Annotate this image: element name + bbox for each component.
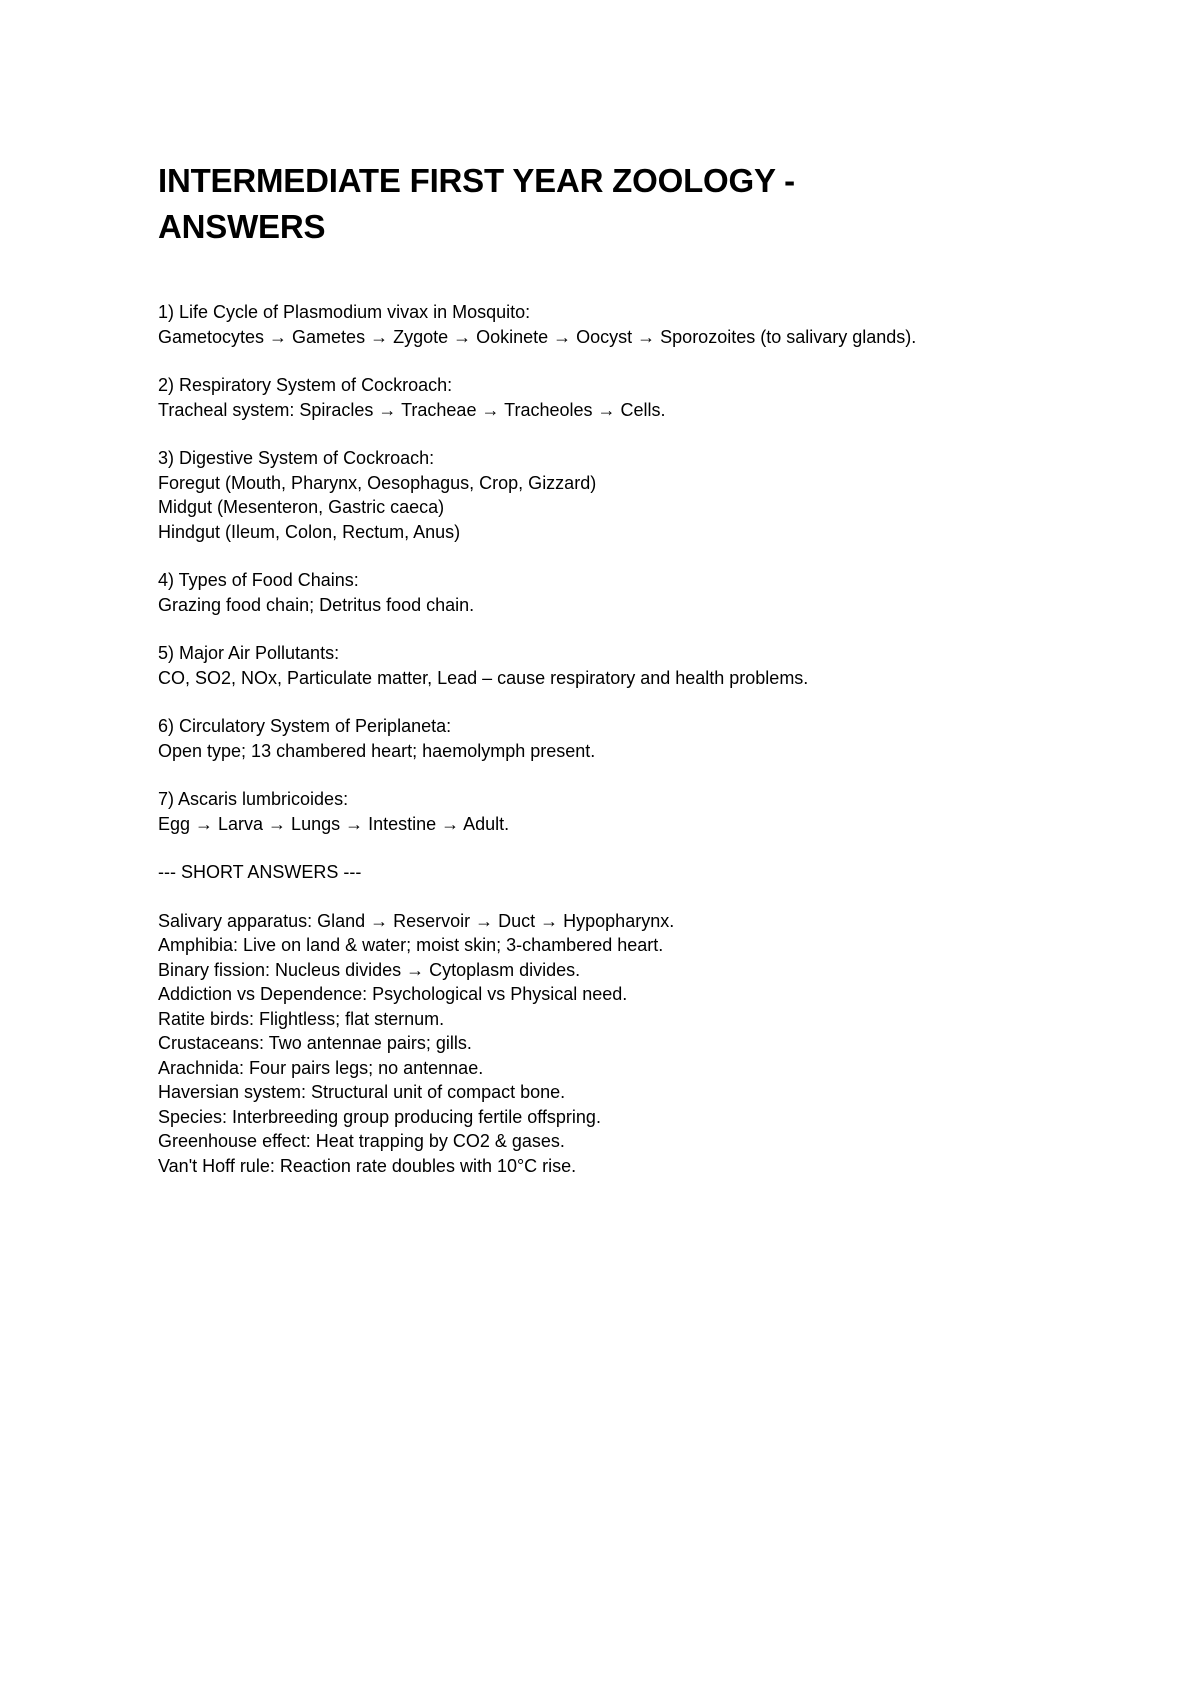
section-heading: 2) Respiratory System of Cockroach: xyxy=(158,375,453,395)
short-answer-item: Salivary apparatus: Gland → Reservoir → Duct → Hypopharynx. xyxy=(158,910,675,931)
section-line: Egg → Larva → Lungs → Intestine → Adult. xyxy=(158,813,510,834)
answer-section-3 xyxy=(158,446,1058,544)
section-line: Hindgut (Ileum, Colon, Rectum, Anus) xyxy=(158,521,461,542)
short-answers-list xyxy=(158,909,1058,1179)
section-line: Tracheal system: Spiracles → Tracheae → Tracheoles → Cells. xyxy=(158,399,666,420)
answer-section-7 xyxy=(158,787,1058,836)
section-heading: 7) Ascaris lumbricoides: xyxy=(158,789,349,809)
section-heading: 1) Life Cycle of Plasmodium vivax in Mosquito: xyxy=(158,302,531,322)
short-answer-item: Addiction vs Dependence: Psychological vs Physical need. xyxy=(158,984,628,1004)
title-line-1: INTERMEDIATE FIRST YEAR ZOOLOGY - xyxy=(158,162,795,199)
section-line: Midgut (Mesenteron, Gastric caeca) xyxy=(158,497,445,517)
section-line: Open type; 13 chambered heart; haemolymph present. xyxy=(158,740,596,761)
section-heading: 6) Circulatory System of Periplaneta: xyxy=(158,716,452,736)
answers-content xyxy=(158,300,1058,1178)
section-heading: 3) Digestive System of Cockroach: xyxy=(158,448,435,468)
answer-section-1 xyxy=(158,300,1058,349)
short-answer-item: Arachnida: Four pairs legs; no antennae. xyxy=(158,1057,484,1078)
short-answer-item: Van't Hoff rule: Reaction rate doubles with 10°C rise. xyxy=(158,1155,577,1176)
divider-text: --- SHORT ANSWERS --- xyxy=(158,862,362,882)
section-line: Foregut (Mouth, Pharynx, Oesophagus, Crop, Gizzard) xyxy=(158,472,597,493)
section-line: Grazing food chain; Detritus food chain. xyxy=(158,594,475,615)
short-answer-item: Species: Interbreeding group producing fertile offspring. xyxy=(158,1106,601,1127)
document-page xyxy=(158,158,1058,1178)
section-heading: 4) Types of Food Chains: xyxy=(158,570,359,590)
section-line: Gametocytes → Gametes → Zygote → Ookinete → Oocyst → Sporozoites (to salivary glands). xyxy=(158,326,917,347)
section-heading: 5) Major Air Pollutants: xyxy=(158,643,340,663)
title-line-2: ANSWERS xyxy=(158,208,326,245)
short-answer-item: Amphibia: Live on land & water; moist skin; 3-chambered heart. xyxy=(158,935,664,955)
section-line: CO, SO2, NOx, Particulate matter, Lead – cause respiratory and health problems. xyxy=(158,667,809,688)
short-answer-item: Ratite birds: Flightless; flat sternum. xyxy=(158,1008,445,1029)
answer-section-6 xyxy=(158,714,1058,763)
short-answer-item: Greenhouse effect: Heat trapping by CO2 & gases. xyxy=(158,1131,565,1151)
short-answer-item: Binary fission: Nucleus divides → Cytoplasm divides. xyxy=(158,959,581,980)
short-answers-divider xyxy=(158,860,1058,885)
answer-section-5 xyxy=(158,641,1058,690)
short-answer-item: Haversian system: Structural unit of compact bone. xyxy=(158,1082,566,1102)
document-title xyxy=(158,158,1058,250)
answer-section-4 xyxy=(158,568,1058,617)
answer-section-2 xyxy=(158,373,1058,422)
short-answer-item: Crustaceans: Two antennae pairs; gills. xyxy=(158,1033,472,1053)
